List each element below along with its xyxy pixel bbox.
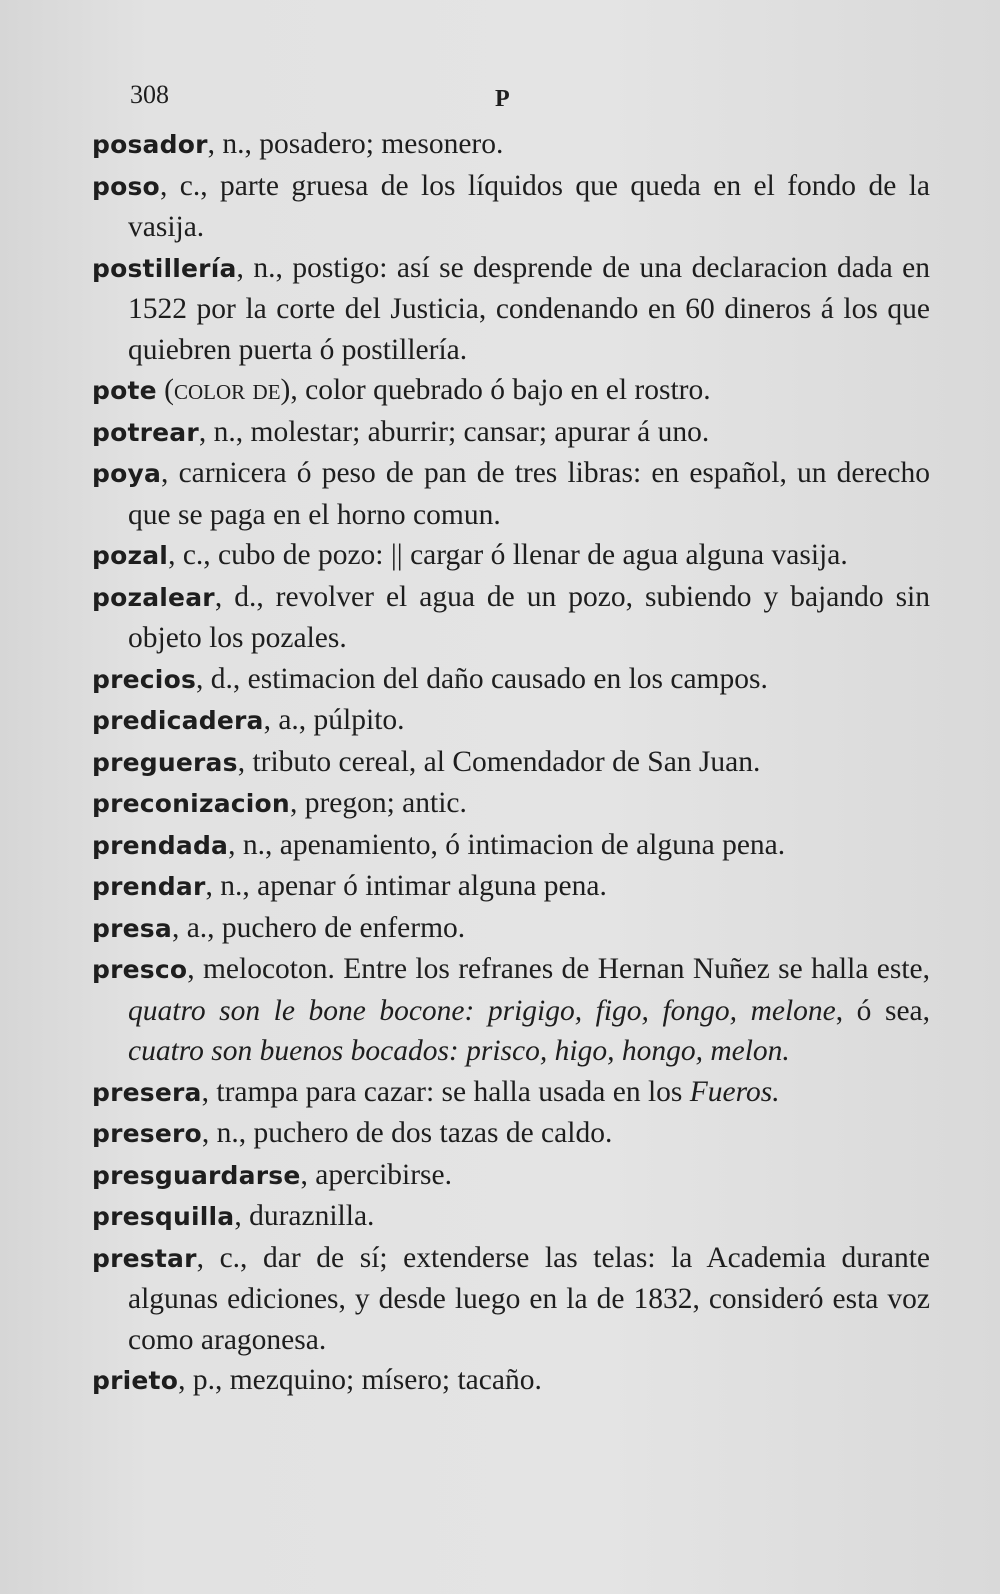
headword: prieto — [92, 1366, 179, 1395]
dictionary-entry — [92, 700, 930, 742]
definition: , a., púlpito. — [263, 704, 405, 736]
dictionary-entry — [92, 783, 930, 825]
italic-quote: cuatro son buenos bocados: prisco, higo, hongo, melon. — [128, 1035, 790, 1067]
definition: ), color quebrado ó bajo en el rostro. — [280, 374, 711, 406]
headword: postillería — [92, 253, 237, 283]
definition: , n., postigo: así se desprende de una declaracion dada en 1522 por la corte del Justicia, condenando en 60 dineros á los que quiebren puerta ó postillería. — [128, 251, 930, 366]
headword: pozalear — [92, 582, 215, 612]
small-caps-phrase: color de — [173, 374, 281, 406]
definition: , trampa para cazar: se halla usada en los — [201, 1075, 690, 1108]
page-number: 308 — [130, 80, 169, 109]
headword: prendada — [92, 830, 229, 860]
section-letter: P — [495, 86, 510, 112]
dictionary-entry — [92, 1113, 930, 1155]
definition-prefix: ( — [156, 374, 174, 406]
dictionary-entry — [92, 949, 930, 1072]
definition: , n., molestar; aburrir; cansar; apurar á uno. — [198, 415, 710, 448]
headword: presco — [92, 955, 188, 984]
dictionary-entry — [92, 1360, 930, 1402]
headword: poso — [92, 171, 160, 201]
definition: , c., cubo de pozo: || cargar ó llenar de agua alguna vasija. — [168, 539, 848, 571]
headword: pozal — [92, 541, 169, 570]
dictionary-entry — [92, 908, 930, 950]
definition: , pregon; antic. — [289, 787, 467, 819]
definition: , ó sea, — [835, 994, 931, 1027]
definition: , n., puchero de dos tazas de caldo. — [201, 1117, 613, 1149]
definition: , c., parte gruesa de los líquidos que queda en el fondo de la vasija. — [128, 169, 930, 243]
definition: , d., revolver el agua de un pozo, subiendo y bajando sin objeto los pozales. — [128, 580, 930, 654]
italic-quote: quatro son le bone bocone: prigigo, figo, fongo, melone — [128, 994, 836, 1027]
dictionary-entry — [92, 659, 930, 701]
headword: predicadera — [92, 706, 264, 735]
dictionary-entry — [92, 1155, 930, 1197]
definition: , melocoton. Entre los refranes de Hernan Nuñez se halla este, — [187, 953, 930, 985]
dictionary-entry — [92, 370, 930, 412]
headword: poya — [92, 459, 162, 488]
headword: preconizacion — [92, 789, 290, 818]
dictionary-entry — [92, 1072, 930, 1114]
dictionary-entry — [92, 124, 930, 166]
definition: , n., apenamiento, ó intimacion de alguna pena. — [228, 828, 786, 861]
headword: presa — [92, 913, 172, 943]
dictionary-entry — [92, 412, 930, 454]
dictionary-entry — [92, 866, 930, 908]
dictionary-entry — [92, 166, 930, 248]
definition: , tributo cereal, al Comendador de San Juan. — [237, 745, 761, 778]
headword: prestar — [92, 1243, 197, 1273]
definition: , duraznilla. — [234, 1200, 375, 1232]
headword: prendar — [92, 872, 206, 901]
headword: potrear — [92, 417, 199, 447]
page-header — [95, 76, 940, 116]
definition: , apercibirse. — [300, 1158, 453, 1191]
dictionary-entry — [92, 248, 930, 371]
headword: presera — [92, 1077, 202, 1107]
dictionary-entry — [92, 1238, 930, 1361]
headword: pregueras — [92, 747, 238, 777]
headword: presero — [92, 1119, 202, 1148]
headword: presguardarse — [92, 1160, 301, 1190]
headword: posador — [92, 130, 208, 159]
definition: , n., apenar ó intimar alguna pena. — [205, 870, 607, 902]
definition: , carnicera ó peso de pan de tres libras: en español, un derecho que se paga en el horno comun. — [128, 457, 930, 531]
dictionary-entry — [92, 1196, 930, 1238]
definition: , p., mezquino; mísero; tacaño. — [178, 1364, 542, 1396]
headword: pote — [92, 376, 157, 405]
headword: precios — [92, 664, 197, 694]
italic-source: Fueros. — [689, 1075, 780, 1108]
definition: , c., dar de sí; extenderse las telas: la Academia durante algunas ediciones, y desde luego en la de 1832, consideró esta voz como aragonesa. — [128, 1241, 930, 1356]
dictionary-entry — [92, 742, 930, 784]
definition: , n., posadero; mesonero. — [207, 128, 504, 160]
dictionary-entry — [92, 453, 930, 535]
definition: , d., estimacion del daño causado en los campos. — [196, 662, 768, 695]
dictionary-entry — [92, 577, 930, 659]
entry-list — [92, 124, 930, 1402]
dictionary-entry — [92, 825, 930, 867]
definition: , a., puchero de enfermo. — [171, 911, 466, 944]
headword: presquilla — [92, 1202, 235, 1231]
dictionary-entry — [92, 535, 930, 577]
